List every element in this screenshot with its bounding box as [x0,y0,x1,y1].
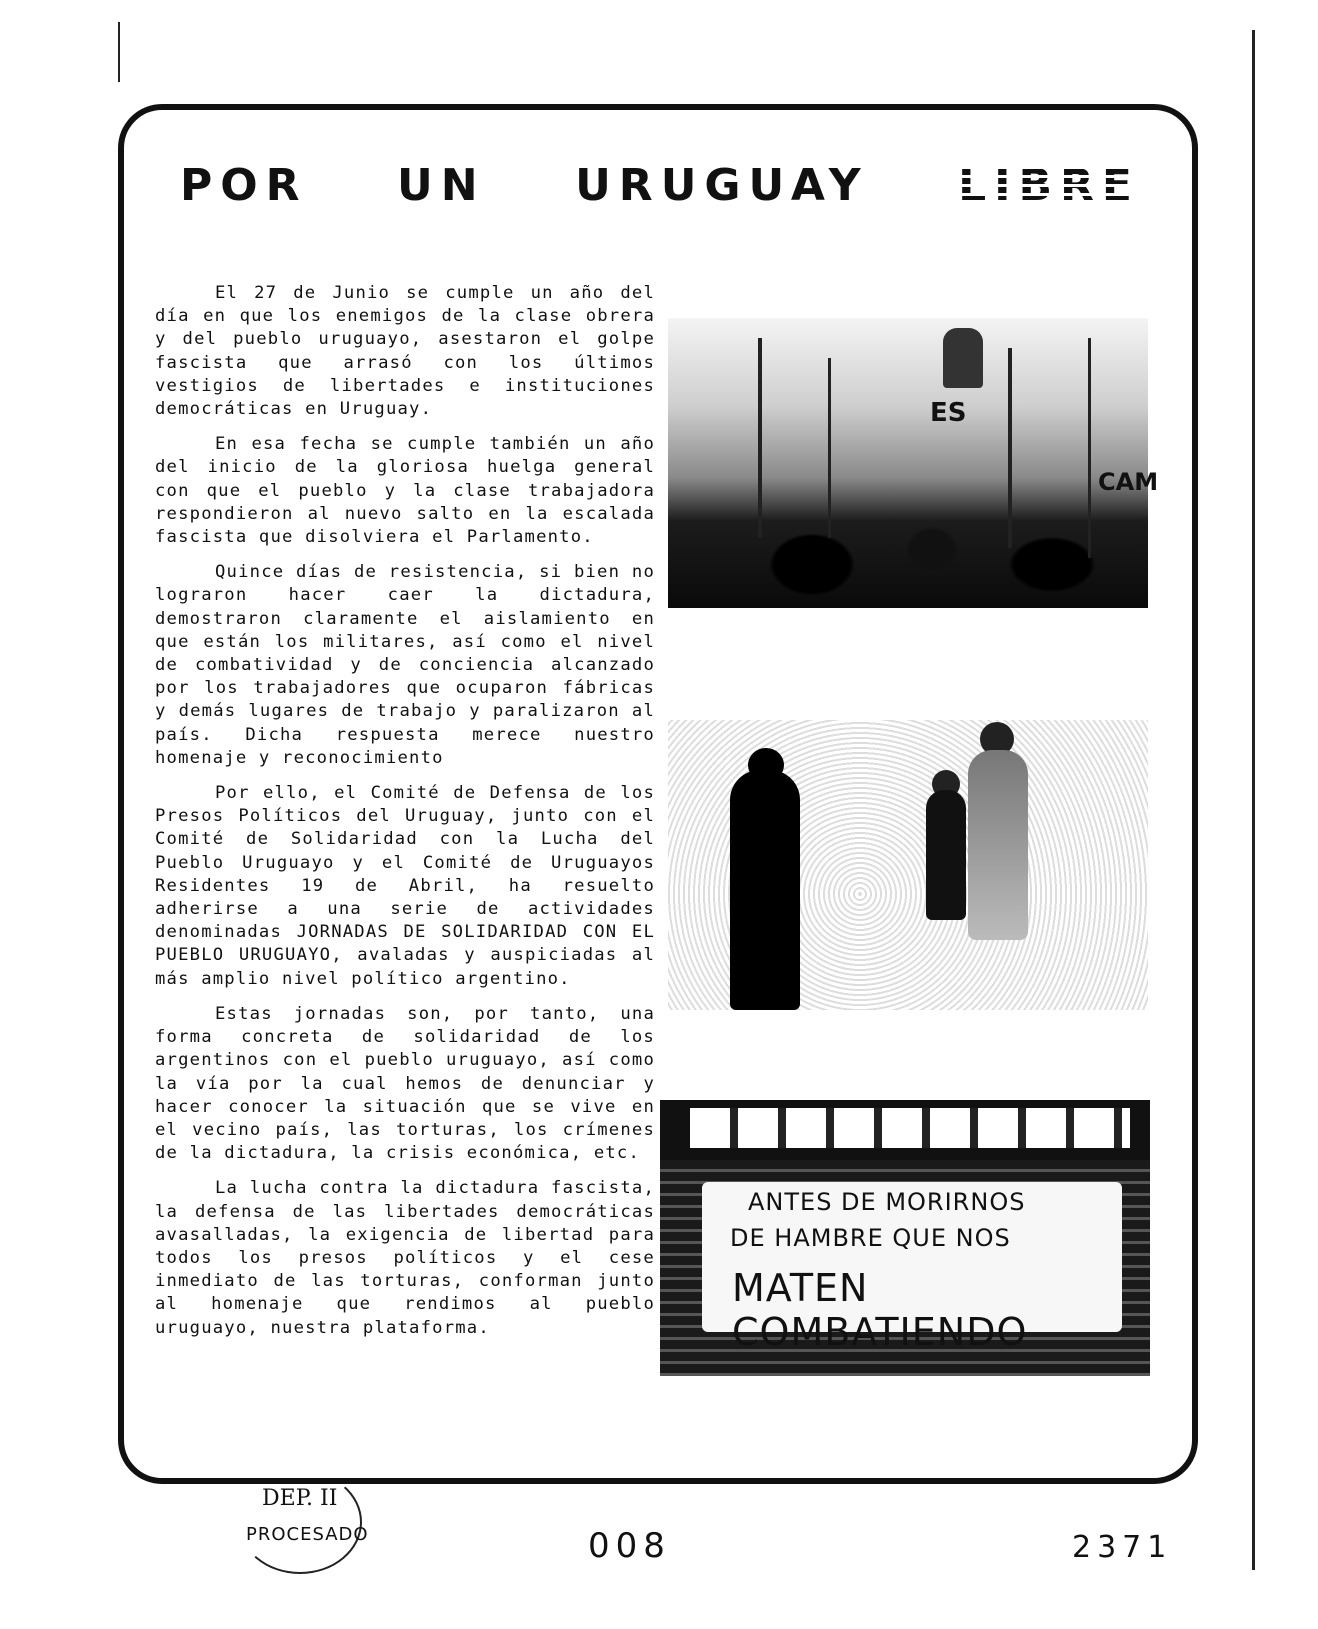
painted-banner [702,1182,1122,1354]
photo-soldier-and-family [668,720,1148,1010]
scan-edge-mark [118,22,120,82]
paragraph: La lucha contra la dictadura fascista, la defensa de las libertades democráticas avasalladas, la exigencia de libertad para todos los presos políticos y el cese inmediato de las torturas, conforman junto al homenaje que rendimos al pueblo uruguayo, nuestra plataforma. [155,1178,655,1338]
page-number: 008 [588,1526,671,1566]
building-windows [690,1108,1130,1148]
photo-demonstration-crowd [668,318,1159,608]
paragraph: En esa fecha se cumple también un año del inicio de la gloriosa huelga general con que el pueblo y la clase trabajadora respondieron al nuevo salto en la escalada fascista que disolviera el Parlamento. [155,434,655,548]
paragraph: Estas jornadas son, por tanto, una forma concreta de solidaridad de los argentinos con el pueblo uruguayo, así como la vía por la cual hemos de denunciar y hacer conocer la situación que se vive en el vecino país, las torturas, los crímenes de la dictadura, la crisis económica, etc. [155,1003,655,1164]
sign-text: ES [930,398,967,428]
flag-pole [758,338,762,538]
banner-line: ANTES DE MORIRNOS [748,1188,1026,1216]
title-word: POR [180,160,308,211]
statue-silhouette [943,328,983,388]
scan-edge-line [1252,30,1255,1570]
photo-wall-banner [660,1100,1150,1376]
child-figure [926,790,966,920]
flag-pole [1088,338,1091,558]
banner-line: DE HAMBRE QUE NOS [730,1224,1011,1252]
flag-pole [828,358,831,538]
paragraph: Por ello, el Comité de Defensa de los Presos Políticos del Uruguay, junto con el Comité de Solidaridad con la Lucha del Pueblo Uruguayo y el Comité de Uruguayos Residentes 19 de Abril, ha resuelto adherirse a una serie de actividades denominadas JORNADAS DE SOLIDARIDAD CON EL PUEBLO URUGUAYO, avaladas y auspiciadas al más amplio nivel político argentino. [155,783,655,989]
page-title [180,160,1140,211]
sign-text: CAM [1098,468,1159,496]
stamp-processed: PROCESADO [246,1524,369,1545]
flag-pole [1008,348,1012,548]
banner-line: MATEN COMBATIENDO [732,1266,1028,1354]
title-word: UN [397,160,486,211]
paragraph: Quince días de resistencia, si bien no lograron hacer caer la dictadura, demostraron claramente el aislamiento en que están los militares, así como el nivel de combatividad y de conciencia alcanzado por los trabajadores que ocuparon fábricas y demás lugares de trabajo y paralizaron al país. Dicha respuesta merece nuestro homenaje y reconocimiento [155,562,655,768]
woman-figure [968,750,1028,940]
folio-number: 2371 [1072,1530,1173,1565]
paragraph: El 27 de Junio se cumple un año del día en que los enemigos de la clase obrera y del pueblo uruguayo, asestaron el golpe fascista que arrasó con los últimos vestigios de libertades e instituciones democráticas en Uruguay. [155,283,655,420]
stamp-department: DEP. II [262,1486,338,1511]
title-word: URUGUAY [575,160,869,211]
soldier-silhouette [730,770,800,1010]
title-word: LIBRE [958,160,1140,211]
body-text-column [155,282,655,1352]
